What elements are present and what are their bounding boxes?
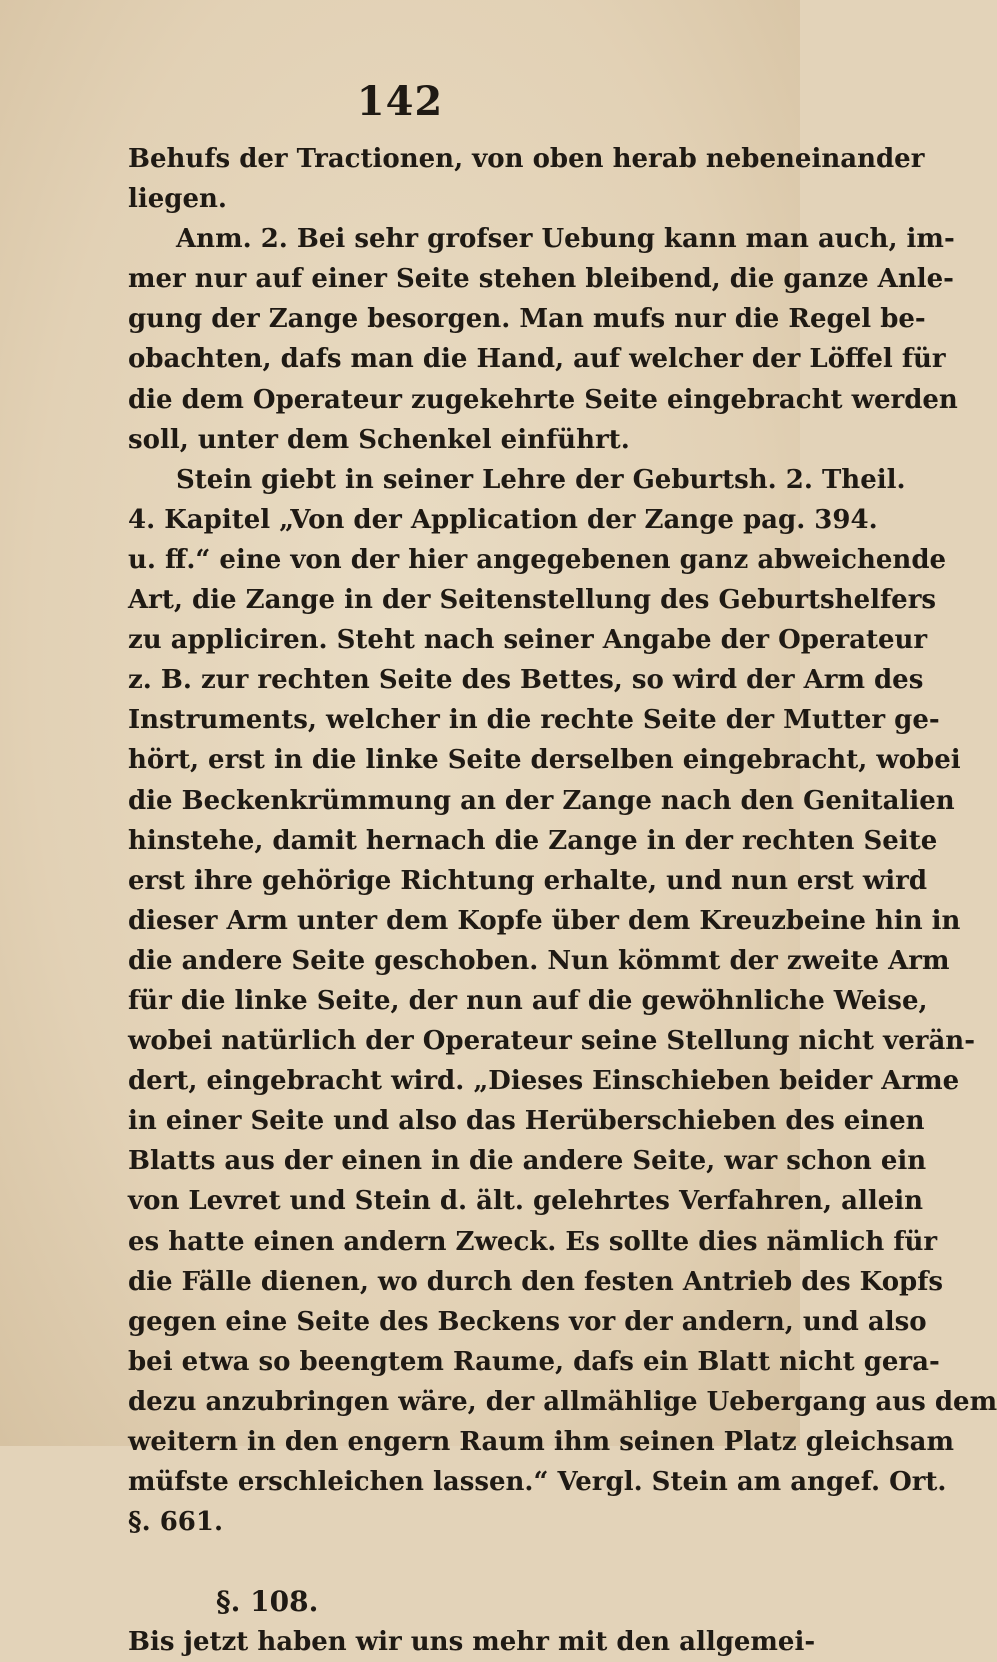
text-line: zu appliciren. Steht nach seiner Angabe der Operateur [128, 625, 928, 656]
text-line: hinstehe, damit hernach die Zange in der rechten Seite [128, 825, 938, 856]
text-line: für die linke Seite, der nun auf die gewöhnliche Weise, [128, 985, 928, 1016]
text-line: z. B. zur rechten Seite des Bettes, so wird der Arm des [128, 665, 924, 696]
text-line: Stein giebt in seiner Lehre der Geburtsh. 2. Theil. [176, 464, 906, 495]
text-line: hört, erst in die linke Seite derselben eingebracht, wobei [128, 745, 961, 776]
text-line: die Fälle dienen, wo durch den festen Antrieb des Kopfs [128, 1266, 944, 1297]
text-line: in einer Seite und also das Herüberschieben des einen [128, 1106, 925, 1137]
text-line: die dem Operateur zugekehrte Seite eingebracht werden [128, 384, 958, 415]
text-line: erst ihre gehörige Richtung erhalte, und nun erst wird [128, 865, 927, 896]
text-line: dert, eingebracht wird. „Dieses Einschieben beider Arme [128, 1066, 960, 1097]
text-line: von Levret und Stein d. ält. gelehrtes Verfahren, allein [128, 1186, 924, 1217]
text-line: u. ff.“ eine von der hier angegebenen ganz abweichende [128, 544, 947, 575]
text-line: liegen. [128, 184, 227, 215]
page-number: 142 [356, 78, 444, 125]
text-line: weitern in den engern Raum ihm seinen Platz gleichsam [128, 1427, 954, 1457]
text-line: mer nur auf einer Seite stehen bleibend, die ganze Anle- [128, 264, 954, 295]
section-heading: §. 108. [216, 1585, 319, 1619]
text-line: die Beckenkrümmung an der Zange nach den Genitalien [128, 785, 955, 816]
text-line: 4. Kapitel „Von der Application der Zange pag. 394. [128, 504, 878, 535]
text-line: gung der Zange besorgen. Man mufs nur die Regel be- [128, 304, 926, 335]
text-line: Art, die Zange in der Seitenstellung des Geburtshelfers [128, 585, 937, 616]
text-line: §. 661. [128, 1507, 224, 1538]
text-line: dezu anzubringen wäre, der allmählige Uebergang aus dem [128, 1386, 997, 1417]
text-line: Bis jetzt haben wir uns mehr mit den allgemei- [128, 1627, 816, 1658]
text-line: bei etwa so beengtem Raume, dafs ein Blatt nicht gera- [128, 1346, 940, 1377]
text-line: müfste erschleichen lassen.“ Vergl. Stein am angef. Ort. [128, 1467, 947, 1498]
text-line: dieser Arm unter dem Kopfe über dem Kreuzbeine hin in [128, 905, 961, 936]
page-text [128, 139, 997, 1662]
text-line: Blatts aus der einen in die andere Seite, war schon ein [128, 1146, 927, 1177]
text-line: gegen eine Seite des Beckens vor der andern, und also [128, 1306, 927, 1337]
text-line: Anm. 2. Bei sehr grofser Uebung kann man auch, im- [176, 224, 955, 255]
text-line: die andere Seite geschoben. Nun kömmt der zweite Arm [128, 945, 950, 976]
text-line: wobei natürlich der Operateur seine Stellung nicht verän- [128, 1026, 976, 1057]
text-line: obachten, dafs man die Hand, auf welcher der Löffel für [128, 344, 946, 375]
text-line: es hatte einen andern Zweck. Es sollte dies nämlich für [128, 1226, 938, 1257]
text-line: Instruments, welcher in die rechte Seite der Mutter ge- [128, 705, 940, 736]
text-line: soll, unter dem Schenkel einführt. [128, 424, 630, 455]
text-line: Behufs der Tractionen, von oben herab nebeneinander [128, 144, 925, 174]
